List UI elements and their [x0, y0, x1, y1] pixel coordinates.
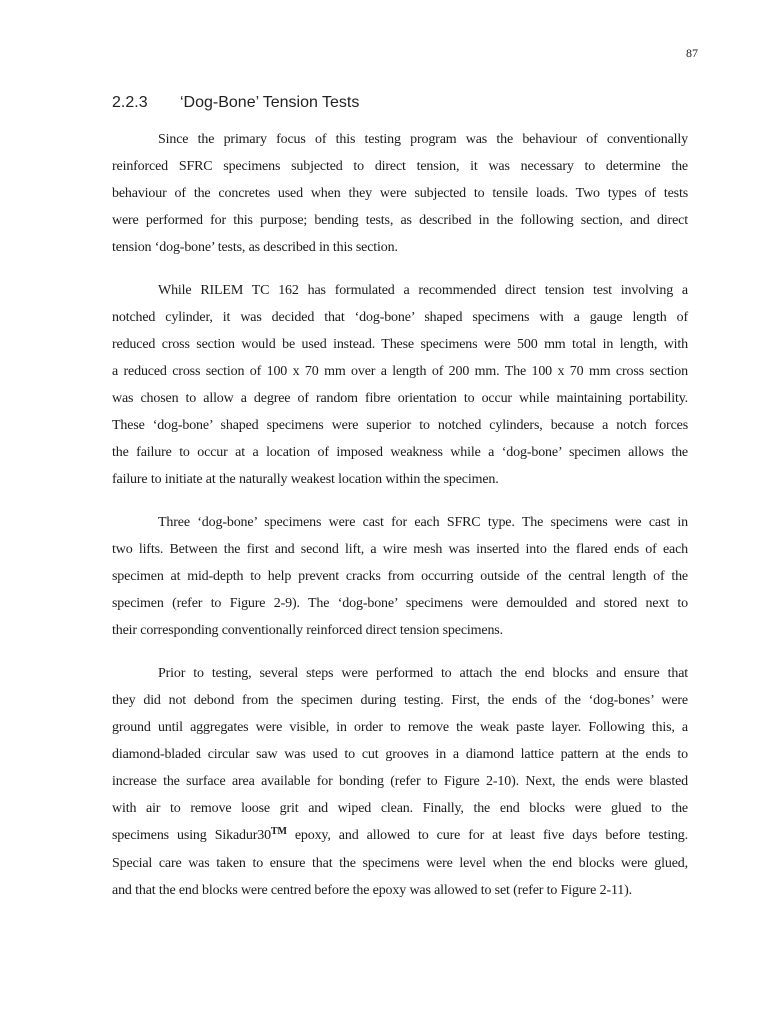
text-line: specimen (refer to Figure 2-9). The ‘dog-bone’ specimens were demoulded and stored next to — [112, 596, 688, 611]
text-line: Prior to testing, several steps were performed to attach the end blocks and ensure that — [158, 666, 688, 681]
text-line: they did not debond from the specimen during testing. First, the ends of the ‘dog-bones’ were — [112, 693, 688, 708]
text-line: Since the primary focus of this testing program was the behaviour of conventionally — [158, 132, 688, 147]
section-title: ‘Dog-Bone’ Tension Tests — [180, 94, 360, 111]
text-line: notched cylinder, it was decided that ‘dog-bone’ shaped specimens with a gauge length of — [112, 310, 688, 325]
section-number: 2.2.3 — [112, 94, 148, 111]
paragraph-3 — [112, 509, 688, 644]
text-line: with air to remove loose grit and wiped clean. Finally, the end blocks were glued to the — [112, 801, 688, 816]
text-line: the failure to occur at a location of imposed weakness while a ‘dog-bone’ specimen allows the — [112, 445, 688, 460]
text-line: These ‘dog-bone’ shaped specimens were superior to notched cylinders, because a notch forces — [112, 418, 688, 433]
text-line: ground until aggregates were visible, in order to remove the weak paste layer. Following this, a — [112, 720, 688, 735]
text-line: specimen at mid-depth to help prevent cracks from occurring outside of the central length of the — [112, 569, 688, 584]
trademark-mark: TM — [270, 826, 287, 837]
text-line-trademark — [112, 822, 688, 850]
text-line: increase the surface area available for bonding (refer to Figure 2-10). Next, the ends were blasted — [112, 774, 688, 789]
text-line: Special care was taken to ensure that the specimens were level when the end blocks were glued, — [112, 856, 688, 871]
body-text — [112, 126, 688, 920]
text-segment: epoxy, and allowed to cure for at least five days before testing. — [286, 828, 688, 843]
text-line: tension ‘dog-bone’ tests, as described in this section. — [112, 240, 398, 255]
text-line: Three ‘dog-bone’ specimens were cast for each SFRC type. The specimens were cast in — [158, 515, 688, 530]
text-line: reduced cross section would be used instead. These specimens were 500 mm total in length, with — [112, 337, 688, 352]
paragraph-4 — [112, 660, 688, 904]
text-line: and that the end blocks were centred before the epoxy was allowed to set (refer to Figure 2-11). — [112, 883, 632, 898]
text-line: While RILEM TC 162 has formulated a recommended direct tension test involving a — [158, 283, 688, 298]
text-line: diamond-bladed circular saw was used to cut grooves in a diamond lattice pattern at the ends to — [112, 747, 688, 762]
text-line: a reduced cross section of 100 x 70 mm over a length of 200 mm. The 100 x 70 mm cross section — [112, 364, 688, 379]
section-heading — [112, 93, 672, 113]
text-line: was chosen to allow a degree of random fibre orientation to occur while maintaining portability. — [112, 391, 688, 406]
text-line: were performed for this purpose; bending tests, as described in the following section, and direct — [112, 213, 688, 228]
text-line: behaviour of the concretes used when they were subjected to tensile loads. Two types of tests — [112, 186, 688, 201]
text-line: two lifts. Between the first and second lift, a wire mesh was inserted into the flared ends of each — [112, 542, 688, 557]
text-line: their corresponding conventionally reinforced direct tension specimens. — [112, 623, 503, 638]
page-number: 87 — [686, 46, 698, 60]
paragraph-1 — [112, 126, 688, 261]
text-line: reinforced SFRC specimens subjected to direct tension, it was necessary to determine the — [112, 159, 688, 174]
text-segment: specimens using Sikadur30 — [112, 828, 271, 843]
text-line: failure to initiate at the naturally weakest location within the specimen. — [112, 472, 499, 487]
paragraph-2 — [112, 277, 688, 493]
